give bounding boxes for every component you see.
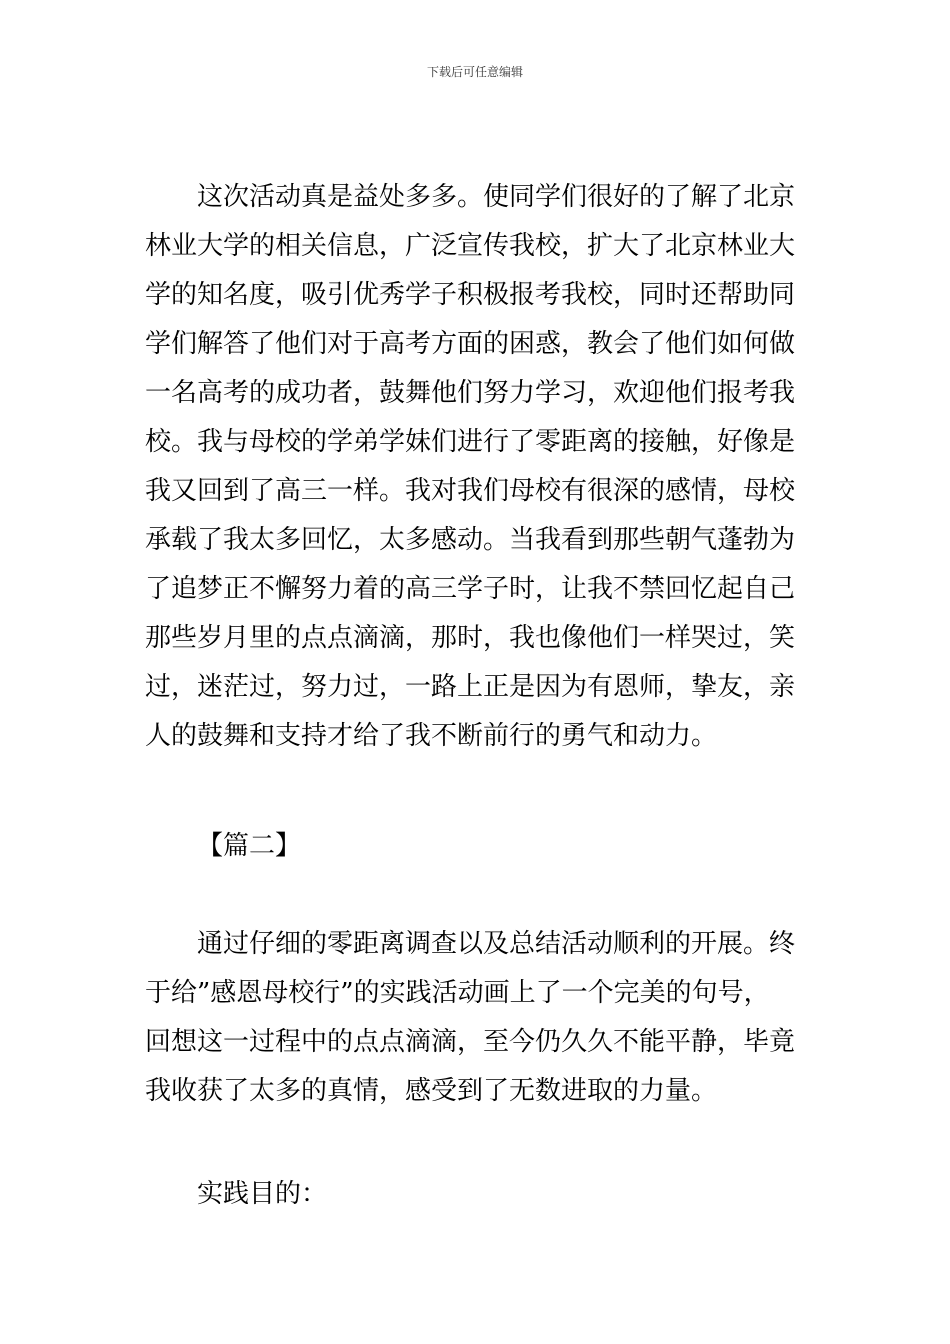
paragraph-line: 人的鼓舞和支持才给了我不断前行的勇气和动力。 (145, 721, 718, 751)
paragraph-line: 我收获了太多的真情，感受到了无数进取的力量。 (145, 1076, 718, 1106)
paragraph-line: 这次活动真是益处多多。使同学们很好的了解了北京 (197, 182, 796, 212)
body-paragraph (145, 1170, 810, 1219)
paragraph-line: 实践目的： (197, 1179, 328, 1209)
paragraph-line: 通过仔细的零距离调查以及总结活动顺利的开展。终 (197, 929, 796, 959)
paragraph-line: 过，迷茫过，努力过，一路上正是因为有恩师，挚友，亲 (145, 672, 796, 702)
section-heading-text: 【篇二】 (197, 831, 302, 861)
page-header: 下载后可任意编辑 (426, 65, 523, 79)
paragraph-line: 那些岁月里的点点滴滴，那时，我也像他们一样哭过，笑 (145, 623, 796, 653)
body-paragraph (145, 173, 810, 761)
paragraph-line: 学的知名度，吸引优秀学子积极报考我校，同时还帮助同 (145, 280, 796, 310)
paragraph-line: 了追梦正不懈努力着的高三学子时，让我不禁回忆起自己 (145, 574, 796, 604)
section-heading (145, 822, 810, 871)
paragraph-line: 我又回到了高三一样。我对我们母校有很深的感情，母校 (145, 476, 796, 506)
paragraph-line: 一名高考的成功者，鼓舞他们努力学习，欢迎他们报考我 (145, 378, 796, 408)
paragraph-line: 林业大学的相关信息，广泛宣传我校，扩大了北京林业大 (145, 231, 796, 261)
body-paragraph (145, 920, 810, 1116)
paragraph-line: 学们解答了他们对于高考方面的困惑，教会了他们如何做 (145, 329, 796, 359)
paragraph-line: 于给”感恩母校行”的实践活动画上了一个完美的句号， (145, 978, 770, 1008)
paragraph-line: 承载了我太多回忆，太多感动。当我看到那些朝气蓬勃为 (145, 525, 796, 555)
paragraph-line: 校。我与母校的学弟学妹们进行了零距离的接触，好像是 (145, 427, 796, 457)
paragraph-line: 回想这一过程中的点点滴滴，至今仍久久不能平静，毕竟 (145, 1027, 796, 1057)
